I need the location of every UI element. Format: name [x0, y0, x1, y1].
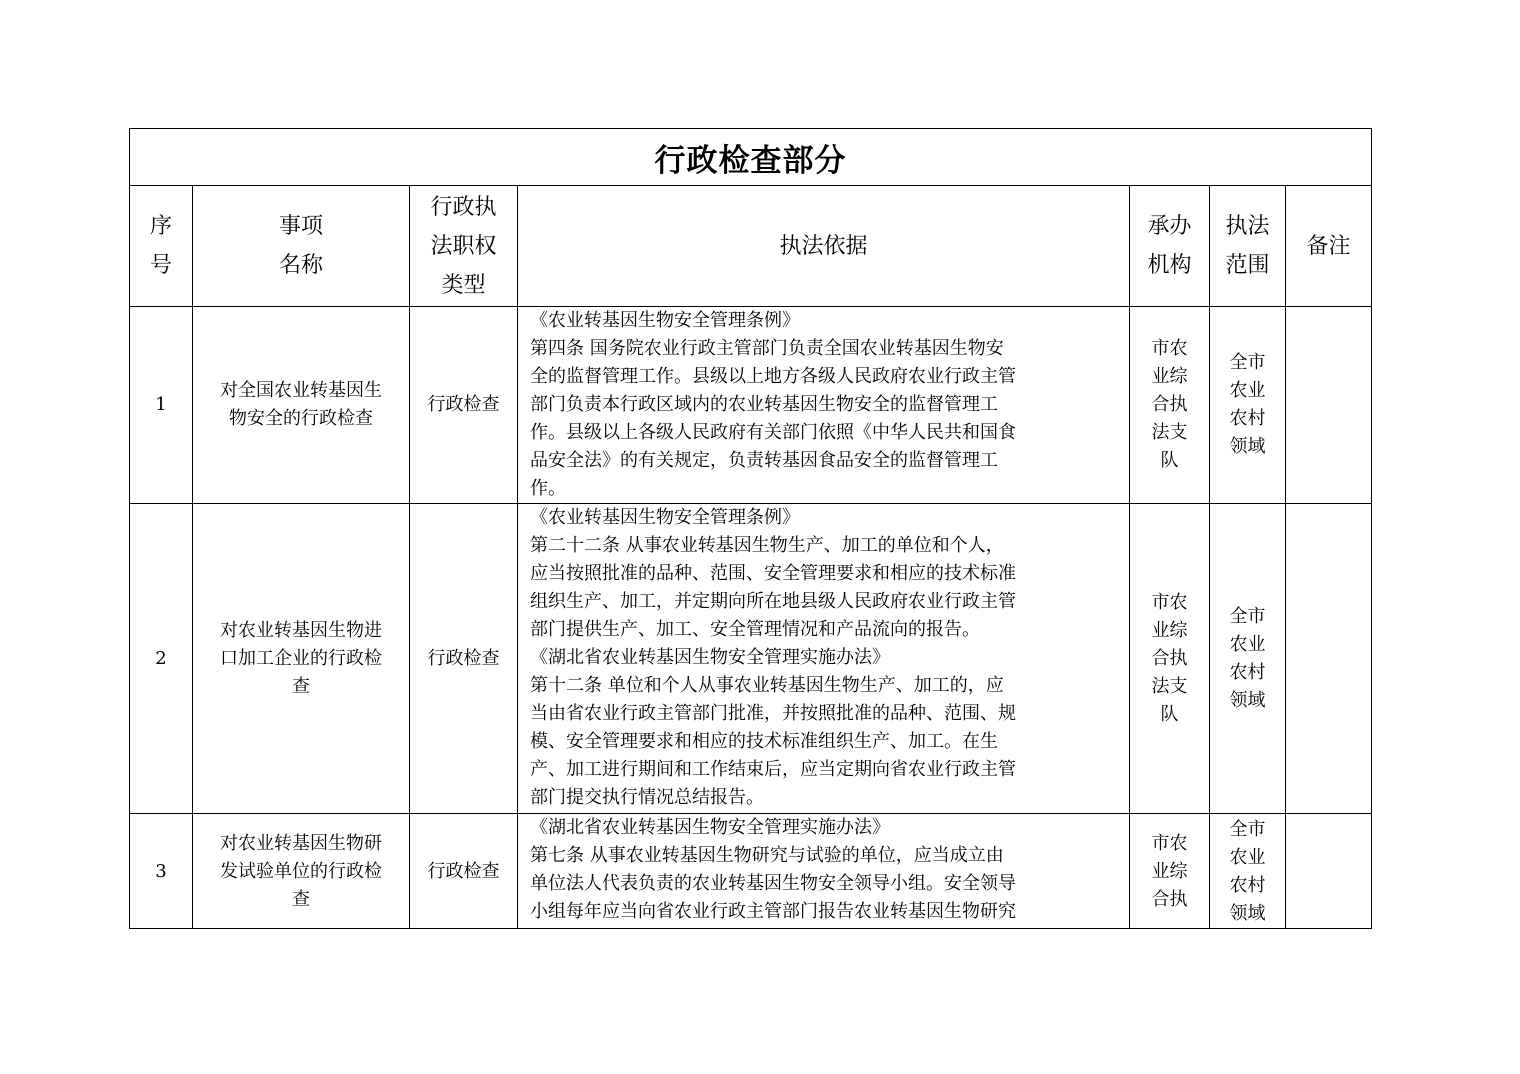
table-row [130, 504, 1372, 814]
row-org: 市农 业综 合执 [1130, 814, 1210, 929]
row-type: 行政检查 [410, 814, 518, 929]
header-row [130, 186, 1372, 307]
row-seq: 1 [130, 307, 193, 504]
row-org: 市农 业综 合执 法支 队 [1130, 307, 1210, 504]
inspection-table [129, 128, 1372, 929]
row-type: 行政检查 [410, 504, 518, 814]
table-row [130, 307, 1372, 504]
row-seq: 3 [130, 814, 193, 929]
row-name: 对农业转基因生物研 发试验单位的行政检 查 [193, 814, 410, 929]
row-type: 行政检查 [410, 307, 518, 504]
row-remark [1286, 814, 1372, 929]
header-remark: 备注 [1286, 186, 1372, 307]
header-type: 行政执 法职权 类型 [410, 186, 518, 307]
table-title: 行政检查部分 [130, 129, 1372, 186]
header-basis: 执法依据 [518, 186, 1130, 307]
row-scope: 全市 农业 农村 领域 [1210, 504, 1286, 814]
row-scope: 全市 农业 农村 领域 [1210, 307, 1286, 504]
header-seq: 序 号 [130, 186, 193, 307]
row-basis: 《湖北省农业转基因生物安全管理实施办法》 第七条 从事农业转基因生物研究与试验的单位，应当成立由 单位法人代表负责的农业转基因生物安全领导小组。安全领导 小组每年应当向省农业行政主管部门报告农业转基因生物研究 [518, 814, 1130, 929]
row-scope: 全市 农业 农村 领域 [1210, 814, 1286, 929]
header-name: 事项 名称 [193, 186, 410, 307]
row-name: 对全国农业转基因生 物安全的行政检查 [193, 307, 410, 504]
row-name: 对农业转基因生物进 口加工企业的行政检 查 [193, 504, 410, 814]
row-remark [1286, 307, 1372, 504]
header-org: 承办 机构 [1130, 186, 1210, 307]
header-scope: 执法 范围 [1210, 186, 1286, 307]
table-row [130, 814, 1372, 929]
row-basis: 《农业转基因生物安全管理条例》 第四条 国务院农业行政主管部门负责全国农业转基因生物安 全的监督管理工作。县级以上地方各级人民政府农业行政主管 部门负责本行政区域内的农业转基因生物安全的监督管理工 作。县级以上各级人民政府有关部门依照《中华人民共和国食 品安全法》的有关规定，负责转基因食品安全的监督管理工 作。 [518, 307, 1130, 504]
row-seq: 2 [130, 504, 193, 814]
row-remark [1286, 504, 1372, 814]
row-basis: 《农业转基因生物安全管理条例》 第二十二条 从事农业转基因生物生产、加工的单位和个人， 应当按照批准的品种、范围、安全管理要求和相应的技术标准 组织生产、加工，并定期向所在地县级人民政府农业行政主管 部门提供生产、加工、安全管理情况和产品流向的报告。 《湖北省农业转基因生物安全管理实施办法》 第十二条 单位和个人从事农业转基因生物生产、加工的，应 当由省农业行政主管部门批准，并按照批准的品种、范围、规 模、安全管理要求和相应的技术标准组织生产、加工。在生 产、加工进行期间和工作结束后，应当定期向省农业行政主管 部门提交执行情况总结报告。 [518, 504, 1130, 814]
row-org: 市农 业综 合执 法支 队 [1130, 504, 1210, 814]
